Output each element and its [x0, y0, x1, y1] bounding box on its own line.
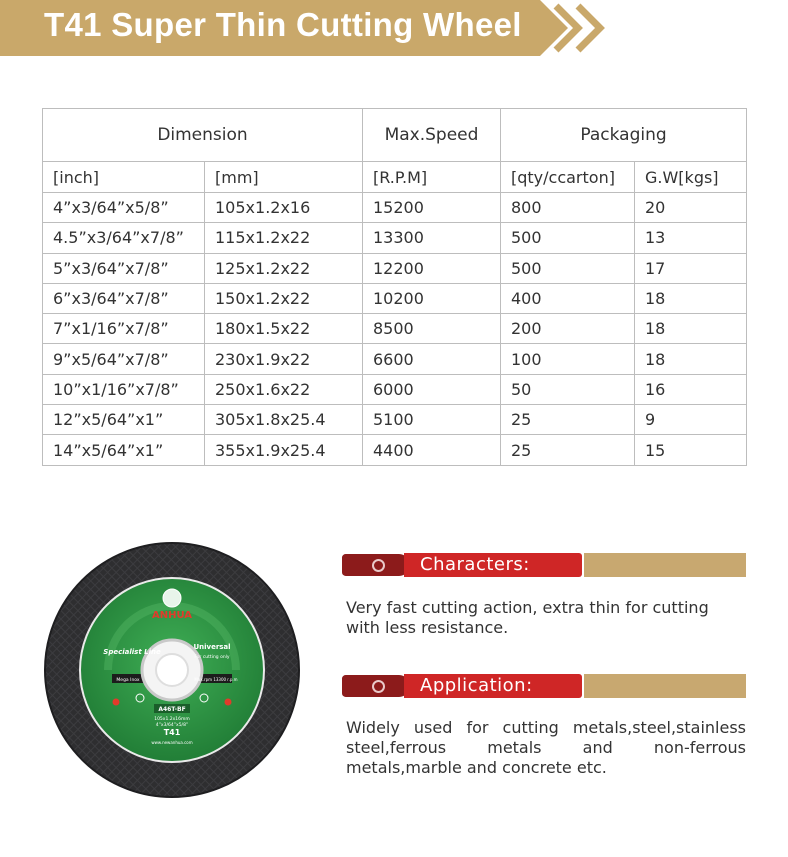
table-cell: 800	[501, 193, 635, 223]
header-max-speed: Max.Speed	[363, 109, 501, 162]
table-cell: 15200	[363, 193, 501, 223]
table-cell: 9	[635, 405, 747, 435]
table-cell: 12”x5/64”x1”	[43, 405, 205, 435]
table-cell: 305x1.8x25.4	[205, 405, 363, 435]
table-cell: 13	[635, 223, 747, 253]
table-cell: 150x1.2x22	[205, 283, 363, 313]
application-heading-bar	[342, 674, 746, 698]
table-cell: 25	[501, 435, 635, 465]
table-cell: 7”x1/16”x7/8”	[43, 314, 205, 344]
table-row	[43, 283, 747, 313]
table-cell: 16	[635, 374, 747, 404]
table-cell: 17	[635, 253, 747, 283]
table-cell: 12200	[363, 253, 501, 283]
unit-qty: [qty/ccarton]	[501, 162, 635, 193]
table-group-header-row	[43, 109, 747, 162]
table-cell: 6”x3/64”x7/8”	[43, 283, 205, 313]
wheel-model: T41	[163, 728, 181, 737]
table-cell: 125x1.2x22	[205, 253, 363, 283]
table-cell: 13300	[363, 223, 501, 253]
application-heading: Application:	[420, 675, 533, 696]
table-cell: 10200	[363, 283, 501, 313]
table-cell: 9”x5/64”x7/8”	[43, 344, 205, 374]
table-row	[43, 314, 747, 344]
characters-text: Very fast cutting action, extra thin for cutting with less resistance.	[346, 598, 709, 637]
spec-table	[42, 108, 747, 466]
table-cell: 115x1.2x22	[205, 223, 363, 253]
table-row	[43, 193, 747, 223]
table-cell: 14”x5/64”x1”	[43, 435, 205, 465]
table-row	[43, 405, 747, 435]
wheel-code: A46T-BF	[158, 706, 186, 713]
wheel-tag: Mega Inox	[116, 678, 140, 683]
table-cell: 10”x1/16”x7/8”	[43, 374, 205, 404]
table-cell: 50	[501, 374, 635, 404]
table-cell: 5”x3/64”x7/8”	[43, 253, 205, 283]
table-cell: 18	[635, 283, 747, 313]
table-cell: 230x1.9x22	[205, 344, 363, 374]
table-cell: 8500	[363, 314, 501, 344]
table-row	[43, 435, 747, 465]
table-cell: 355x1.9x25.4	[205, 435, 363, 465]
header-packaging: Packaging	[501, 109, 747, 162]
wheel-speed: Max.rpm 13300 r.p.m	[194, 677, 238, 682]
table-cell: 500	[501, 223, 635, 253]
table-cell: 200	[501, 314, 635, 344]
application-text: Widely used for cutting metals,steel,stainless steel,ferrous metals and non-ferrous metals,marble and concrete etc.	[346, 718, 746, 777]
wheel-right-text: Universal	[193, 643, 231, 651]
wheel-left-text: Specialist Line	[103, 648, 161, 656]
table-cell: 5100	[363, 405, 501, 435]
wheel-right-small: For cutting only	[194, 655, 230, 660]
table-row	[43, 223, 747, 253]
characters-heading: Characters:	[420, 554, 530, 575]
unit-mm: [mm]	[205, 162, 363, 193]
table-cell: 100	[501, 344, 635, 374]
table-row	[43, 344, 747, 374]
table-cell: 500	[501, 253, 635, 283]
table-cell: 18	[635, 314, 747, 344]
table-cell: 20	[635, 193, 747, 223]
table-cell: 6000	[363, 374, 501, 404]
wheel-web: www.newanhua.com	[151, 740, 193, 745]
unit-weight: G.W[kgs]	[635, 162, 747, 193]
bookmark-tab-icon	[342, 554, 410, 576]
wheel-size: 105x1.2x16mm	[154, 717, 190, 722]
table-cell: 18	[635, 344, 747, 374]
table-row	[43, 253, 747, 283]
table-cell: 15	[635, 435, 747, 465]
table-row	[43, 374, 747, 404]
table-cell: 400	[501, 283, 635, 313]
header-dimension: Dimension	[43, 109, 363, 162]
wheel-brand: ANHUA	[151, 610, 193, 621]
table-cell: 4.5”x3/64”x7/8”	[43, 223, 205, 253]
unit-rpm: [R.P.M]	[363, 162, 501, 193]
characters-heading-bar	[342, 553, 746, 577]
table-cell: 180x1.5x22	[205, 314, 363, 344]
table-cell: 25	[501, 405, 635, 435]
page-title: T41 Super Thin Cutting Wheel	[44, 6, 522, 43]
table-cell: 4”x3/64”x5/8”	[43, 193, 205, 223]
unit-inch: [inch]	[43, 162, 205, 193]
table-unit-header-row	[43, 162, 747, 193]
bookmark-tab-icon	[342, 675, 410, 697]
table-cell: 105x1.2x16	[205, 193, 363, 223]
cutting-wheel-image	[44, 542, 300, 798]
table-cell: 6600	[363, 344, 501, 374]
table-cell: 4400	[363, 435, 501, 465]
wheel-size-inch: 4”x3/64”x5/8”	[155, 723, 189, 728]
table-cell: 250x1.6x22	[205, 374, 363, 404]
title-banner	[0, 0, 610, 56]
